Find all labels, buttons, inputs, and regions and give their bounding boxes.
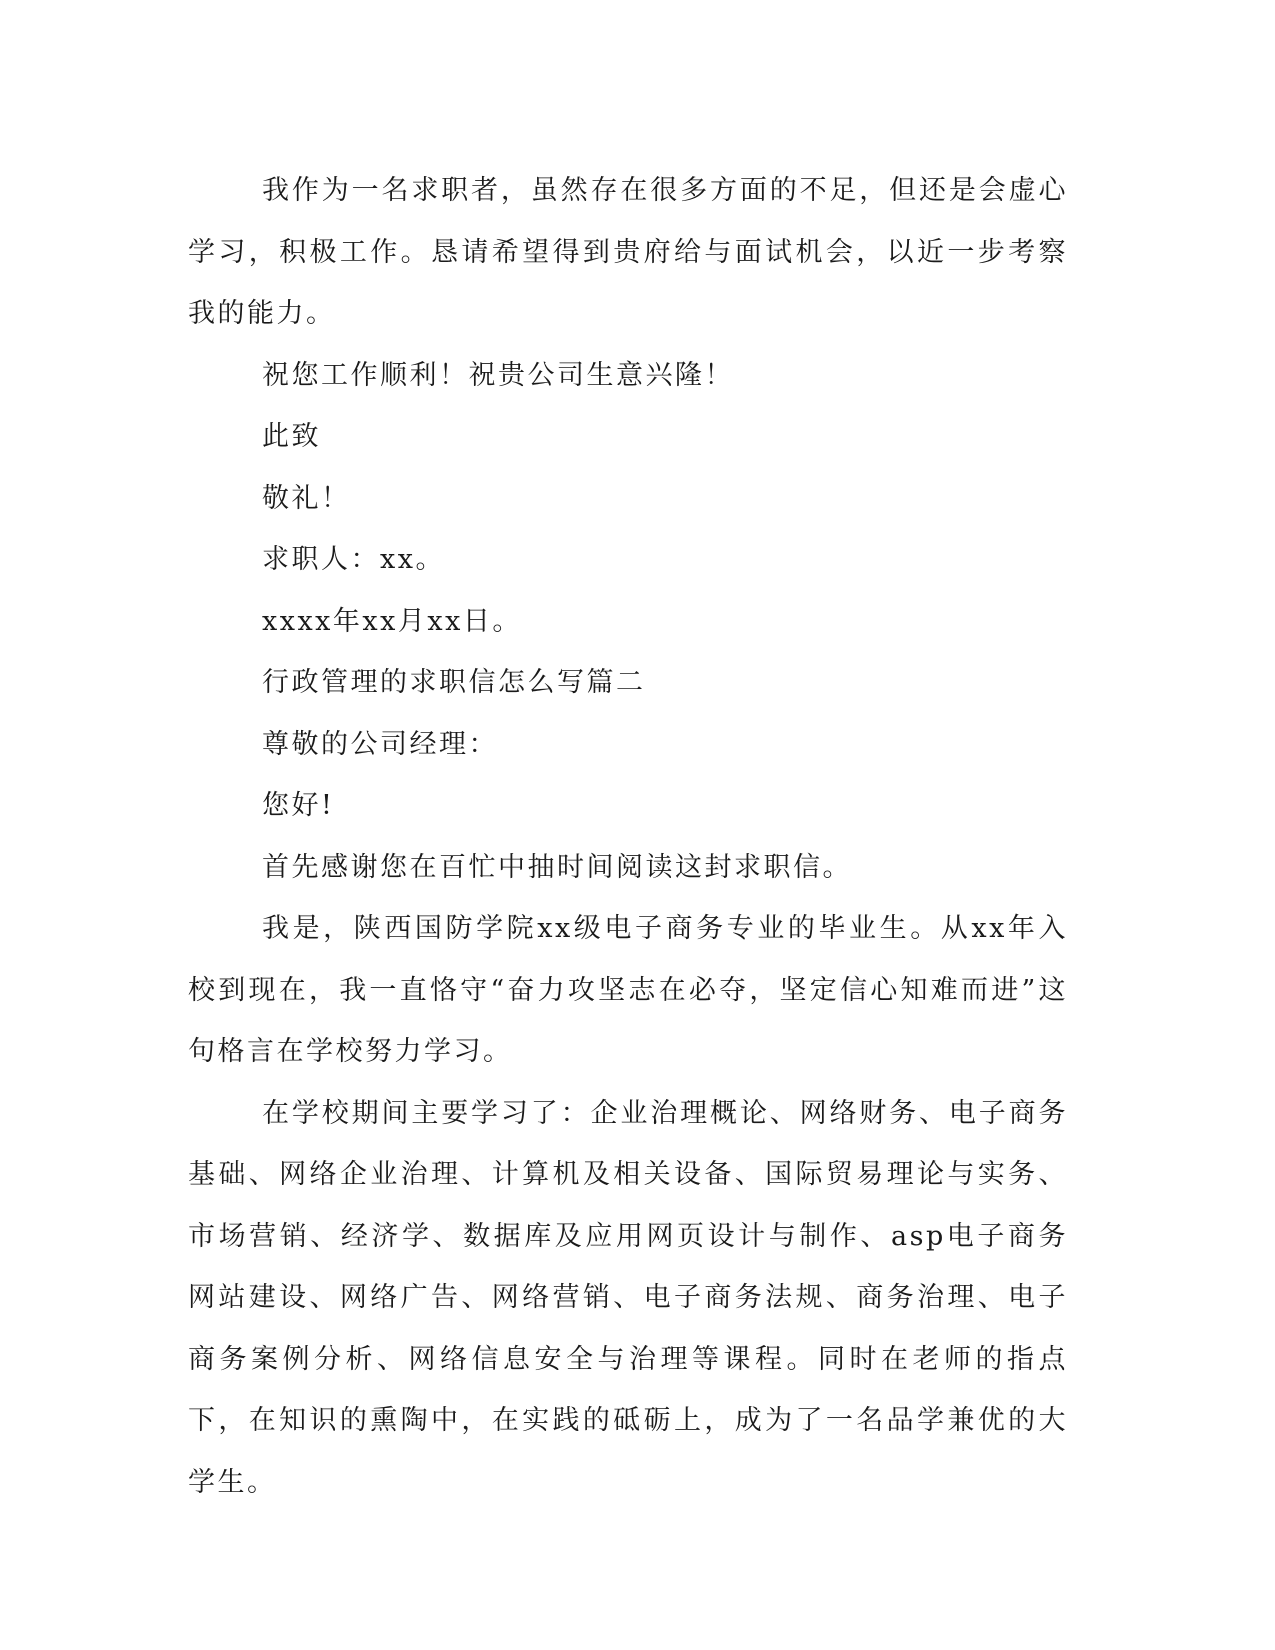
- paragraph-introduction: 我是，陕西国防学院xx级电子商务专业的毕业生。从xx年入校到现在，我一直恪守“奋力攻坚志在必夺，坚定信心知难而进”这句格言在学校努力学习。: [188, 913, 1068, 1067]
- paragraph-courses: 在学校期间主要学习了：企业治理概论、网络财务、电子商务基础、网络企业治理、计算机及相关设备、国际贸易理论与实务、市场营销、经济学、数据库及应用网页设计与制作、asp电子商务网站建设、网络广告、网络营销、电子商务法规、商务治理、电子商务案例分析、网络信息安全与治理等课程。同时在老师的指点下，在知识的熏陶中，在实践的砥砺上，成为了一名品学兼优的大学生。: [188, 1097, 1068, 1498]
- document-body: [188, 160, 1068, 1513]
- paragraph-date: xxxx年xx月xx日。: [262, 605, 522, 637]
- paragraph-salutation-2: 敬礼！: [262, 482, 351, 514]
- paragraph-applicant: 求职人：xx。: [262, 544, 445, 575]
- paragraph-greeting-recipient: 尊敬的公司经理：: [262, 728, 498, 760]
- paragraph-wishes: 祝您工作顺利！祝贵公司生意兴隆！: [262, 359, 734, 391]
- paragraph-closing-statement: 我作为一名求职者，虽然存在很多方面的不足，但还是会虚心学习，积极工作。恳请希望得到贵府给与面试机会，以近一步考察我的能力。: [188, 175, 1068, 329]
- paragraph-greeting: 您好!: [262, 790, 335, 821]
- paragraph-salutation-1: 此致: [262, 421, 321, 452]
- section-heading: 行政管理的求职信怎么写篇二: [262, 667, 646, 698]
- paragraph-thanks: 首先感谢您在百忙中抽时间阅读这封求职信。: [262, 851, 852, 883]
